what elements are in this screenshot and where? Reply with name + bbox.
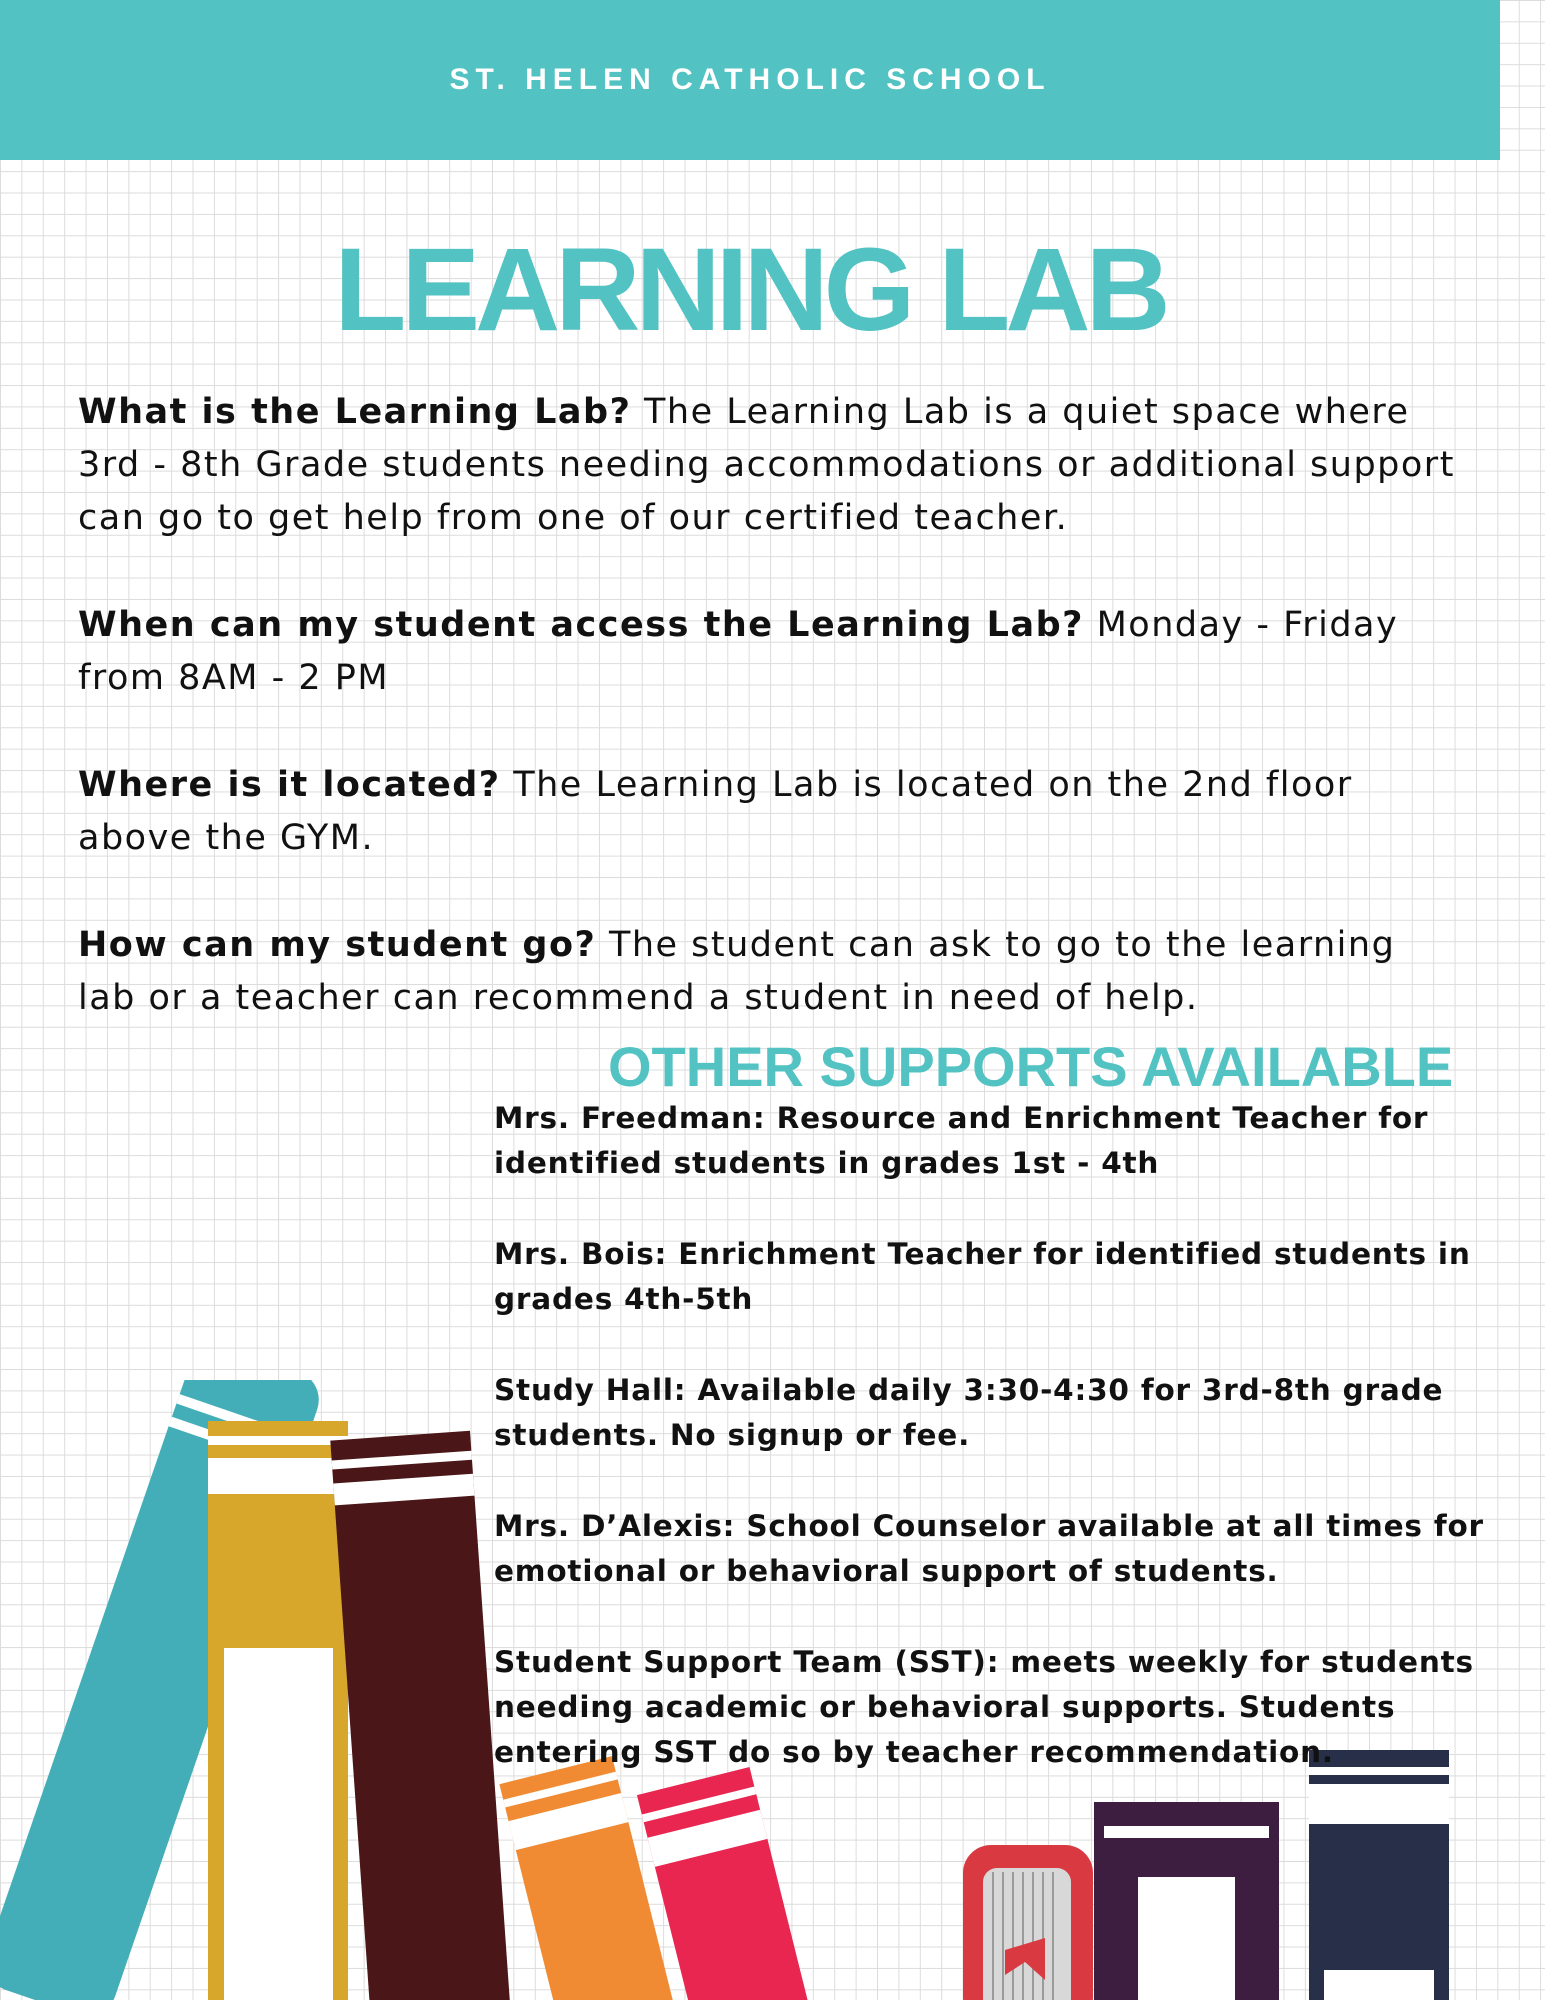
book-red-icon	[963, 1845, 1093, 2000]
faq-item	[78, 919, 1458, 1025]
book-gold-icon	[208, 1421, 348, 2000]
book-purple-icon	[1094, 1802, 1279, 2000]
book-maroon-icon	[330, 1431, 511, 2000]
faq-item	[78, 386, 1458, 545]
faq-section	[78, 386, 1458, 1079]
faq-answer: The Learning Lab is located on the 2nd floor above the GYM.	[78, 765, 1353, 858]
faq-question: What is the Learning Lab?	[78, 392, 632, 432]
school-name: ST. HELEN CATHOLIC SCHOOL	[449, 63, 1051, 96]
support-item: Mrs. D’Alexis: School Counselor available at all times for emotional or behavioral support of students.	[494, 1509, 1484, 1588]
faq-answer: Monday - Friday from 8AM - 2 PM	[78, 605, 1399, 698]
support-item: Mrs. Bois: Enrichment Teacher for identified students in grades 4th-5th	[494, 1237, 1471, 1316]
other-supports-list	[494, 1096, 1504, 1821]
faq-answer: The student can ask to go to the learning lab or a teacher can recommend a student in need of help.	[78, 925, 1396, 1018]
support-item: Mrs. Freedman: Resource and Enrichment Teacher for identified students in grades 1st - 4th	[494, 1101, 1429, 1180]
support-item: Study Hall: Available daily 3:30-4:30 for 3rd-8th grade students. No signup or fee.	[494, 1373, 1444, 1452]
page-title: LEARNING LAB	[334, 224, 1166, 356]
faq-question: Where is it located?	[78, 765, 501, 805]
support-item: Student Support Team (SST): meets weekly for students needing academic or behavioral supports. Students entering SST do so by teacher recommendation.	[494, 1645, 1474, 1769]
other-supports-heading: OTHER SUPPORTS AVAILABLE	[608, 1035, 1454, 1098]
faq-item	[78, 599, 1458, 705]
faq-item	[78, 759, 1458, 865]
faq-answer: The Learning Lab is a quiet space where 3rd - 8th Grade students needing accommodations or additional support can go to get help from one of our certified teacher.	[78, 392, 1455, 538]
header-banner	[0, 0, 1500, 160]
faq-question: When can my student access the Learning Lab?	[78, 605, 1084, 645]
faq-question: How can my student go?	[78, 925, 597, 965]
